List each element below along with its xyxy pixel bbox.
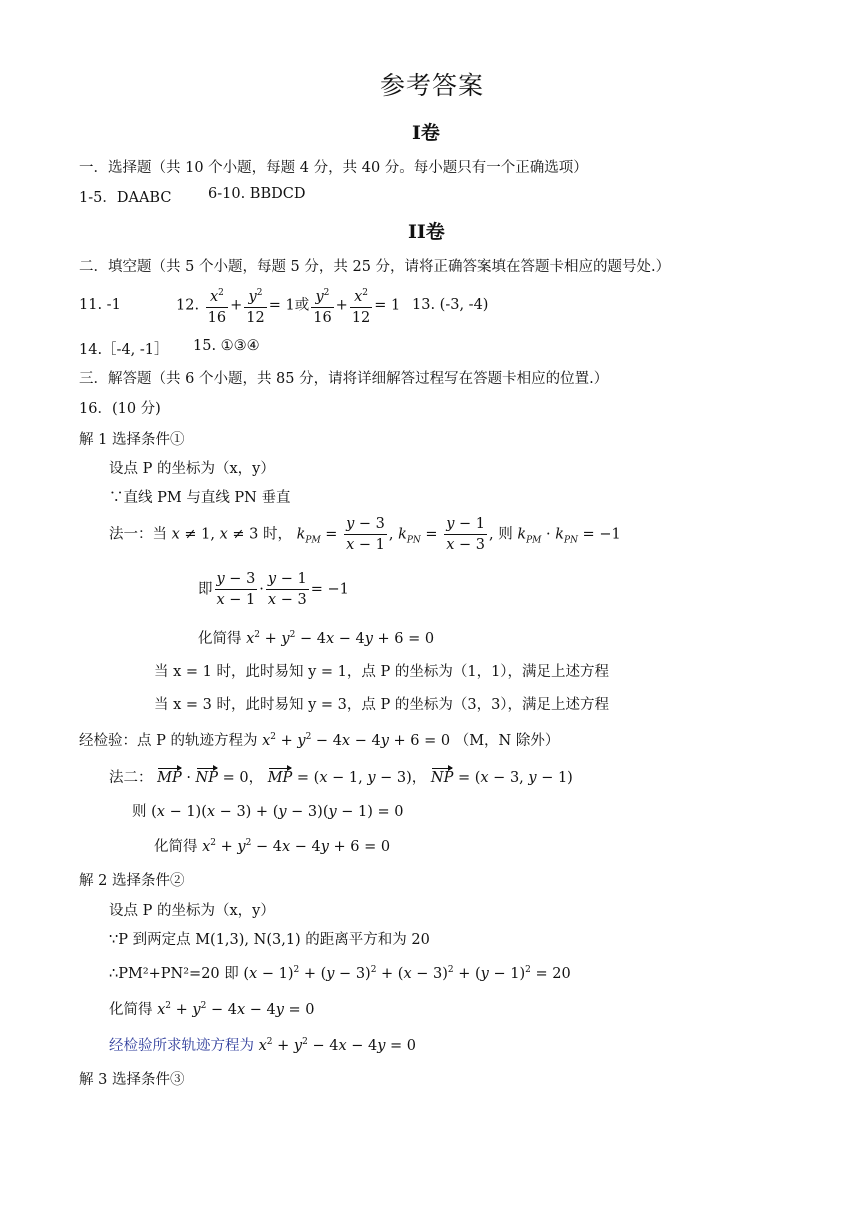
choice-answers-6-10: 6-10. BBDCD — [208, 186, 306, 202]
ji-label: 即 — [198, 581, 213, 598]
dot-product-expansion: 则 (x − 1)(x − 3) + (y − 3)(y − 1) = 0 — [132, 804, 404, 820]
case-x-equals-1: 当 x = 1 时，此时易知 y = 1，点 P 的坐标为（1，1），满足上述方程 — [154, 664, 610, 680]
fill-answer-13: 13. (-3, -4) — [412, 297, 489, 313]
question-16-label: 16．(10 分) — [79, 401, 161, 417]
or-text: 或 — [294, 297, 310, 314]
fill-answer-12-label: 12. — [176, 297, 200, 314]
solution-1-because: ∵直线 PM 与直线 PN 垂直 — [109, 490, 291, 506]
solution-2-verify: 经检验所求轨迹方程为 $x^2 + y^2 - 4x - 4y = 0$ — [109, 1037, 417, 1054]
page-title: 参考答案 — [380, 71, 485, 100]
simplify-label-3: 化简得 — [109, 1002, 153, 1018]
solution-1-set-point: 设点 P 的坐标为（x，y） — [109, 461, 275, 477]
simplify-label: 化简得 — [198, 631, 242, 647]
simplified-equation-1: 化简得 $x^2 + y^2 - 4x - 4y + 6 = 0$ — [198, 630, 435, 647]
simplified-equation-3: 化简得 $x^2 + y^2 - 4x - 4y = 0$ — [109, 1001, 315, 1018]
then-label-2: 则 — [132, 804, 147, 820]
solution-2-because: ∵P 到两定点 M(1,3), N(3,1) 的距离平方和为 20 — [109, 932, 430, 948]
fill-header: 二．填空题（共 5 个小题，每题 5 分，共 25 分，请将正确答案填在答题卡相应的题号处.） — [79, 259, 671, 275]
section-1-heading: I卷 — [412, 122, 440, 144]
method-1-label: 法一：当 — [109, 526, 167, 543]
fill-answer-15: 15. ①③④ — [193, 338, 260, 354]
solution-1-heading: 解 1 选择条件① — [79, 432, 185, 448]
fill-answer-11: 11. -1 — [79, 297, 121, 313]
fill-answer-12: 12. $\frac{x^2}{16}$ + $\frac{y^2}{12}$ = 1或 $\frac{y^2}{16}$ + $\frac{x^2}{12}$ = 1 — [176, 283, 400, 328]
solution-2-set-point: 设点 P 的坐标为（x，y） — [109, 903, 275, 919]
verify-label: 经检验：点 P 的轨迹方程为 — [79, 733, 258, 749]
solution-3-heading: 解 3 选择条件③ — [79, 1072, 185, 1088]
verify-note: （M，N 除外） — [454, 733, 560, 749]
choice-header: 一．选择题（共 10 个小题，每题 4 分，共 40 分。每小题只有一个正确选项） — [79, 160, 588, 176]
simplify-label-2: 化简得 — [154, 839, 198, 855]
method-2-label: 法二： — [109, 770, 153, 786]
distance-sum-equation: ∴PM²+PN²=20 即 $(x - 1)^2 + (y - 3)^2 + (x - 3)^2 + (y - 1)^2 = 20$ — [109, 965, 571, 982]
solution-header: 三．解答题（共 6 个小题，共 85 分，请将详细解答过程写在答题卡相应的位置.） — [79, 371, 609, 387]
then-label: 则 — [498, 526, 513, 543]
solution-2-verify-label: 经检验所求轨迹方程为 — [109, 1038, 254, 1054]
case-x-equals-3: 当 x = 3 时，此时易知 y = 3，点 P 的坐标为（3，3），满足上述方程 — [154, 697, 610, 713]
choice-answers-1-5: 1-5．DAABC — [79, 190, 172, 206]
therefore-label: ∴PM²+PN²=20 即 — [109, 966, 239, 982]
method-2-line: 法二： MP · NP = 0， MP = (x − 1, y − 3)， NP = (x − 3, y − 1) — [109, 770, 573, 786]
simplified-equation-2: 化简得 $x^2 + y^2 - 4x - 4y + 6 = 0$ — [154, 838, 391, 855]
method-1-line: 法一：当 x ≠ 1, x ≠ 3 时， $k_{PM}$ = $\frac{y - 3}{x - 1}$ , $k_{PN}$ = $\frac{y - 1}{x - 3}$ , 则 $k_{PM} \cdot k_{PN} = -1$ — [109, 516, 621, 553]
product-equation: 即 $\frac{y - 3}{x - 1}$ · $\frac{y - 1}{x - 3}$ = −1 — [198, 571, 349, 608]
section-2-heading: II卷 — [408, 221, 445, 243]
verification-line: 经检验：点 P 的轨迹方程为 $x^2 + y^2 - 4x - 4y + 6 = 0$ （M，N 除外） — [79, 732, 560, 749]
fill-answer-14: 14.［-4, -1］ — [79, 342, 169, 358]
solution-2-heading: 解 2 选择条件② — [79, 873, 185, 889]
